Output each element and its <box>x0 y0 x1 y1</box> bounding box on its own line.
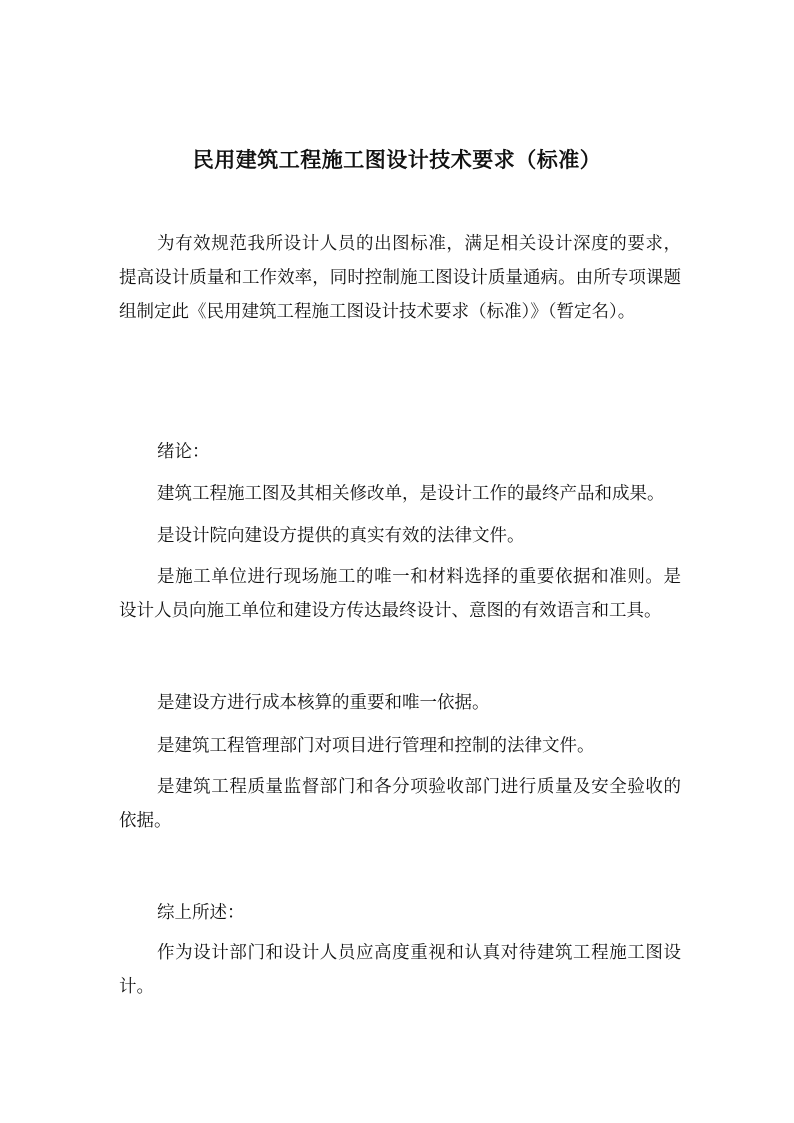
document-title: 民用建筑工程施工图设计技术要求（标准） <box>192 148 602 172</box>
body-paragraph: 是建设方进行成本核算的重要和唯一依据。 <box>157 693 490 713</box>
body-paragraph: 作为设计部门和设计人员应高度重视和认真对待建筑工程施工图设计。 <box>119 943 681 997</box>
section-heading-summary: 综上所述： <box>157 903 245 923</box>
section-heading-introduction: 绪论： <box>157 442 210 462</box>
intro-paragraph: 为有效规范我所设计人员的出图标准，满足相关设计深度的要求，提高设计质量和工作效率，同时控制施工图设计质量通病。由所专项课题组制定此《民用建筑工程施工图设计技术要求（标准）》（暂定名）。 <box>119 234 681 322</box>
body-paragraph: 建筑工程施工图及其相关修改单，是设计工作的最终产品和成果。 <box>157 484 665 504</box>
body-paragraph: 是施工单位进行现场施工的唯一和材料选择的重要依据和准则。是设计人员向施工单位和建设方传达最终设计、意图的有效语言和工具。 <box>119 567 681 621</box>
body-paragraph: 是设计院向建设方提供的真实有效的法律文件。 <box>157 526 525 546</box>
body-paragraph: 是建筑工程质量监督部门和各分项验收部门进行质量及安全验收的依据。 <box>119 777 681 831</box>
body-paragraph: 是建筑工程管理部门对项目进行管理和控制的法律文件。 <box>157 736 595 756</box>
